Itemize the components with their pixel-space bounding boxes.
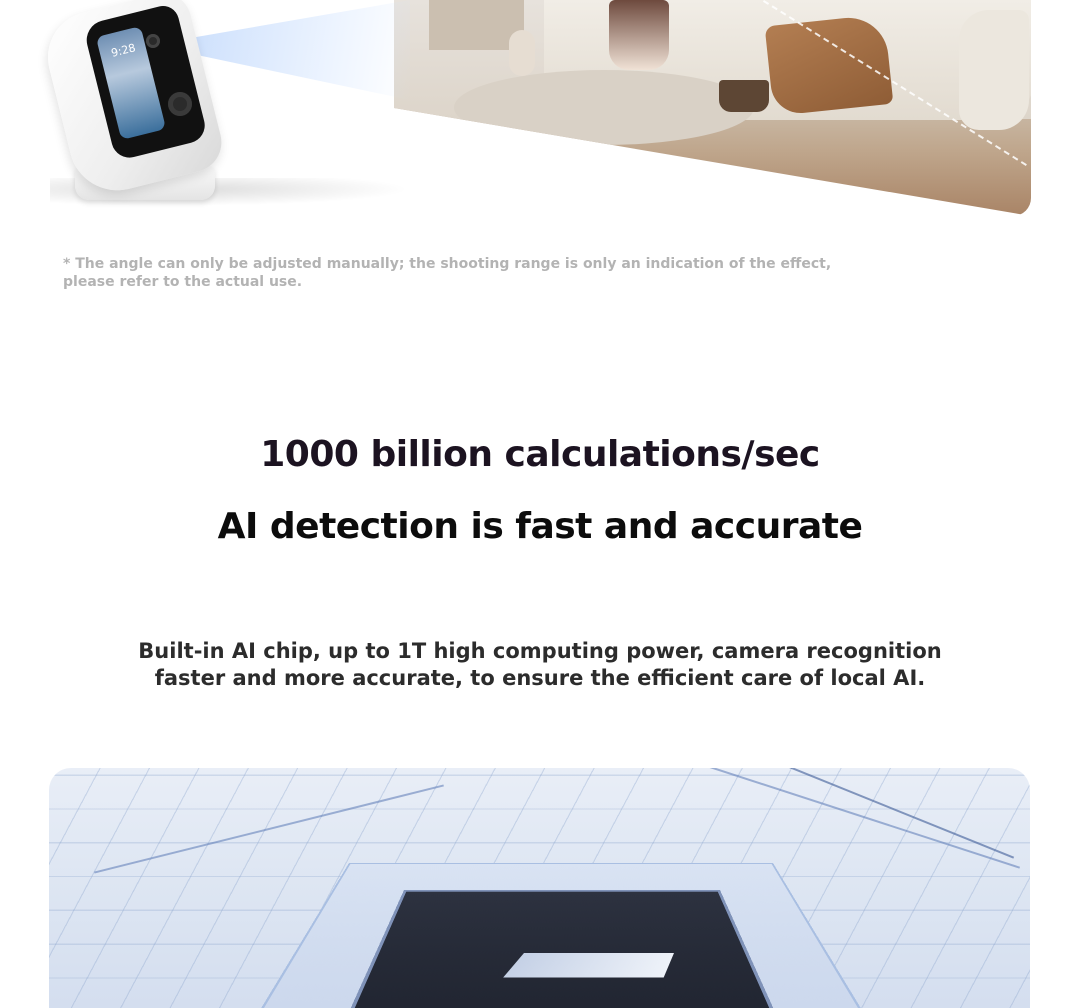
camera-lens-icon [146, 34, 160, 48]
shooting-range-illustration [0, 0, 1080, 230]
sofa-cushion [959, 10, 1029, 130]
teddy-bear [509, 30, 535, 76]
wicker-basket [719, 80, 769, 112]
round-rug [454, 70, 754, 145]
device-screen-time: 9:28 [109, 41, 137, 60]
headline-primary: 1000 billion calculations/sec [260, 434, 820, 475]
disclaimer-note: * The angle can only be adjusted manually; the shooting range is only an indication of the effect, please refer to the actual use. [63, 256, 832, 290]
living-room-photo [394, 0, 1031, 216]
speaker-grille [168, 92, 192, 116]
feature-description: Built-in AI chip, up to 1T high computing power, camera recognition faster and more accurate, to ensure the efficient care of local AI. [138, 639, 942, 690]
seated-child [609, 0, 669, 70]
chip-highlight [503, 953, 674, 978]
headline-secondary: AI detection is fast and accurate [217, 506, 863, 547]
ai-chip-image [49, 768, 1030, 1008]
brown-blanket [765, 14, 894, 116]
